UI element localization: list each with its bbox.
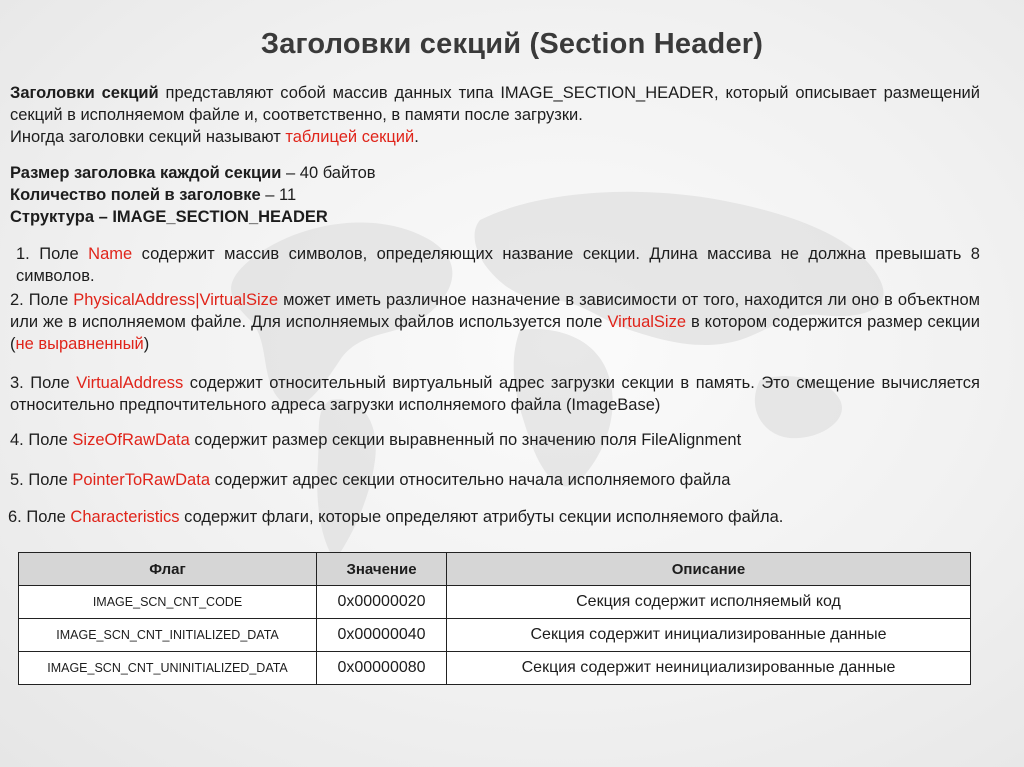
spec-value: – 40 байтов [281,164,376,182]
intro-paragraph [10,82,980,148]
flag-cell: IMAGE_SCN_CNT_CODE [19,586,317,619]
field-name: VirtualSize [607,313,687,331]
spec-header-size [10,162,980,184]
field-item-2: 2. Поле PhysicalAddress|VirtualSize может иметь различное назначение в зависимости от того, находится ли оно в объектном или же в исполняемом файле. Для исполняемых файлов используется поле VirtualSize в котором содержится размер секции (не выравненный) [10,291,980,353]
spec-structure [10,206,980,228]
flag-cell: IMAGE_SCN_CNT_UNINITIALIZED_DATA [19,652,317,685]
intro-text-2-end: . [414,128,419,146]
description-cell: Секция содержит инициализированные данные [447,619,971,652]
field-item-1: 1. Поле Name содержит массив символов, определяющих название секции. Длина массива не должна превышать 8 символов. [16,245,980,285]
spec-label: Количество полей в заголовке [10,186,261,204]
section-flags-table [18,552,971,685]
value-cell: 0x00000020 [317,586,447,619]
value-cell: 0x00000080 [317,652,447,685]
table-header-row [19,553,971,586]
intro-bold-term: Заголовки секций [10,84,159,102]
table-row [19,586,971,619]
field-item-3: 3. Поле VirtualAddress содержит относительный виртуальный адрес загрузки секции в память. Это смещение вычисляется относительно предпочтительного адреса загрузки исполняемого файла (ImageBase) [10,374,980,414]
field-name: Characteristics [70,508,180,526]
field-name: Name [88,245,133,263]
description-cell: Секция содержит исполняемый код [447,586,971,619]
field-name: PointerToRawData [72,471,210,489]
field-item-6: 6. Поле Characteristics содержит флаги, которые определяют атрибуты секции исполняемого файла. [8,508,784,526]
section-table-term: таблицей секций [285,128,415,146]
slide-title: Заголовки секций (Section Header) [260,28,764,60]
field-item-4: 4. Поле SizeOfRawData содержит размер секции выравненный по значению поля FileAlignment [10,431,742,449]
spec-list [10,162,980,228]
field-name: PhysicalAddress|VirtualSize [73,291,279,309]
column-header-value: Значение [317,553,447,586]
intro-text: представляют собой массив данных типа IMAGE_SECTION_HEADER, который описывает размещений секций в исполняемом файле и, соответственно, в памяти после загрузки. [10,84,980,124]
not-aligned-note: не выравненный [15,335,144,353]
field-item-5: 5. Поле PointerToRawData содержит адрес секции относительно начала исполняемого файла [10,471,731,489]
table-row [19,619,971,652]
column-header-flag: Флаг [19,553,317,586]
flag-cell: IMAGE_SCN_CNT_INITIALIZED_DATA [19,619,317,652]
spec-label: Размер заголовка каждой секции [10,164,282,182]
field-name: SizeOfRawData [72,431,190,449]
intro-text-2: Иногда заголовки секций называют [10,128,286,146]
field-name: VirtualAddress [76,374,184,392]
spec-field-count [10,184,980,206]
value-cell: 0x00000040 [317,619,447,652]
spec-label: Структура – IMAGE_SECTION_HEADER [10,208,328,226]
spec-value: – 11 [260,186,297,204]
column-header-description: Описание [447,553,971,586]
table-row [19,652,971,685]
description-cell: Секция содержит неинициализированные данные [447,652,971,685]
